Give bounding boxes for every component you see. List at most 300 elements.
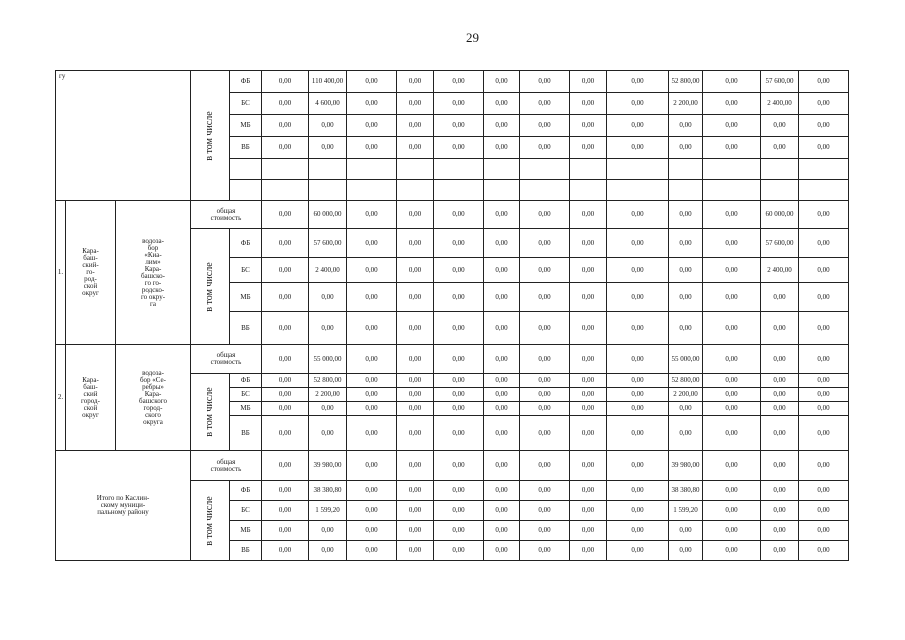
empty-cell <box>703 159 761 180</box>
value-cell: 0,00 <box>484 229 520 258</box>
total-cost-label <box>191 451 262 481</box>
total-cost-label <box>191 345 262 374</box>
value-cell: 0,00 <box>607 283 669 312</box>
value-cell: 0,00 <box>761 402 799 416</box>
value-cell: 0,00 <box>669 229 703 258</box>
table-row <box>56 451 849 481</box>
value-cell: 0,00 <box>520 93 570 115</box>
value-cell: 0,00 <box>484 115 520 137</box>
empty-cell <box>434 159 484 180</box>
value-cell: 0,00 <box>520 201 570 229</box>
value-cell: 0,00 <box>309 521 347 541</box>
value-cell: 1 599,20 <box>309 501 347 521</box>
value-cell: 0,00 <box>520 402 570 416</box>
value-cell: 57 600,00 <box>761 229 799 258</box>
value-cell: 0,00 <box>669 521 703 541</box>
value-cell: 0,00 <box>484 201 520 229</box>
value-cell: 0,00 <box>570 283 607 312</box>
value-cell: 0,00 <box>570 93 607 115</box>
value-cell: 0,00 <box>607 258 669 283</box>
funding-type: БС <box>230 93 262 115</box>
value-cell: 0,00 <box>520 388 570 402</box>
value-cell: 0,00 <box>434 501 484 521</box>
object-line: бор <box>147 243 159 252</box>
value-cell: 0,00 <box>703 115 761 137</box>
value-cell: 0,00 <box>484 501 520 521</box>
value-cell: 0,00 <box>484 258 520 283</box>
empty-cell <box>397 159 434 180</box>
value-cell: 0,00 <box>397 501 434 521</box>
value-cell: 0,00 <box>347 137 397 159</box>
value-cell: 0,00 <box>397 451 434 481</box>
value-cell: 0,00 <box>347 374 397 388</box>
value-cell: 0,00 <box>520 229 570 258</box>
empty-cell <box>347 159 397 180</box>
value-cell: 0,00 <box>347 345 397 374</box>
value-cell: 0,00 <box>703 312 761 345</box>
value-cell: 0,00 <box>799 402 849 416</box>
funding-type: ВБ <box>230 416 262 451</box>
district-line: ский- <box>82 261 99 269</box>
value-cell: 0,00 <box>607 93 669 115</box>
value-cell: 0,00 <box>761 374 799 388</box>
value-cell: 0,00 <box>262 451 309 481</box>
value-cell: 0,00 <box>262 258 309 283</box>
value-cell: 0,00 <box>484 137 520 159</box>
value-cell: 38 380,80 <box>309 481 347 501</box>
value-cell: 0,00 <box>761 541 799 561</box>
page-number: 29 <box>466 30 479 45</box>
value-cell: 0,00 <box>397 481 434 501</box>
value-cell: 0,00 <box>262 416 309 451</box>
value-cell: 0,00 <box>520 521 570 541</box>
value-cell: 0,00 <box>434 71 484 93</box>
value-cell: 0,00 <box>434 374 484 388</box>
row-number: 1. <box>56 201 66 345</box>
value-cell: 55 000,00 <box>309 345 347 374</box>
total-cost-line: стоимость <box>210 464 242 473</box>
value-cell: 0,00 <box>434 93 484 115</box>
value-cell: 0,00 <box>570 201 607 229</box>
value-cell: 2 200,00 <box>669 93 703 115</box>
funding-type: БС <box>230 388 262 402</box>
value-cell: 0,00 <box>761 137 799 159</box>
value-cell: 0,00 <box>761 501 799 521</box>
value-cell: 0,00 <box>607 501 669 521</box>
object-line: родско- <box>141 285 165 294</box>
value-cell: 0,00 <box>434 541 484 561</box>
value-cell: 0,00 <box>397 115 434 137</box>
budget-table <box>55 70 849 561</box>
value-cell: 0,00 <box>262 71 309 93</box>
funding-type: ФБ <box>230 374 262 388</box>
value-cell: 0,00 <box>761 451 799 481</box>
value-cell: 57 600,00 <box>761 71 799 93</box>
value-cell: 0,00 <box>434 481 484 501</box>
object-line: водоза- <box>142 236 164 245</box>
value-cell: 0,00 <box>347 521 397 541</box>
municipal-total-line: пальному району <box>97 508 149 516</box>
value-cell: 0,00 <box>309 416 347 451</box>
object-line: Кара- <box>144 389 162 398</box>
value-cell: 0,00 <box>520 374 570 388</box>
table-row <box>56 345 849 374</box>
object-line: го го- <box>144 278 162 287</box>
district-name <box>66 201 116 345</box>
value-cell: 0,00 <box>799 71 849 93</box>
value-cell: 0,00 <box>262 201 309 229</box>
value-cell: 0,00 <box>397 521 434 541</box>
in-total-cell <box>191 481 230 561</box>
value-cell: 0,00 <box>607 481 669 501</box>
value-cell: 0,00 <box>761 312 799 345</box>
value-cell: 0,00 <box>669 137 703 159</box>
object-line: «Киа- <box>144 250 162 259</box>
value-cell: 0,00 <box>607 229 669 258</box>
value-cell: 0,00 <box>520 501 570 521</box>
value-cell: 0,00 <box>607 345 669 374</box>
value-cell: 0,00 <box>262 137 309 159</box>
value-cell: 0,00 <box>434 283 484 312</box>
value-cell: 0,00 <box>262 541 309 561</box>
empty-cell <box>484 180 520 201</box>
municipal-total-label <box>56 451 191 561</box>
value-cell: 0,00 <box>397 416 434 451</box>
empty-cell <box>761 180 799 201</box>
value-cell: 0,00 <box>703 374 761 388</box>
empty-cell <box>520 180 570 201</box>
empty-cell <box>669 159 703 180</box>
value-cell: 0,00 <box>799 137 849 159</box>
value-cell: 0,00 <box>761 388 799 402</box>
value-cell: 0,00 <box>703 402 761 416</box>
value-cell: 60 000,00 <box>309 201 347 229</box>
empty-cell <box>347 180 397 201</box>
value-cell: 0,00 <box>703 481 761 501</box>
value-cell: 0,00 <box>347 71 397 93</box>
value-cell: 0,00 <box>799 541 849 561</box>
total-cost-label <box>191 201 262 229</box>
value-cell: 60 000,00 <box>761 201 799 229</box>
value-cell: 0,00 <box>799 345 849 374</box>
value-cell: 0,00 <box>703 229 761 258</box>
empty-cell <box>262 159 309 180</box>
value-cell: 0,00 <box>347 501 397 521</box>
district-name <box>66 345 116 451</box>
total-cost-line: общая <box>216 206 236 215</box>
empty-cell <box>703 180 761 201</box>
value-cell: 0,00 <box>520 258 570 283</box>
value-cell: 0,00 <box>347 416 397 451</box>
value-cell: 0,00 <box>434 521 484 541</box>
value-cell: 0,00 <box>397 402 434 416</box>
value-cell: 0,00 <box>397 541 434 561</box>
value-cell: 0,00 <box>669 283 703 312</box>
value-cell: 0,00 <box>520 481 570 501</box>
value-cell: 39 980,00 <box>669 451 703 481</box>
value-cell: 0,00 <box>347 481 397 501</box>
value-cell: 0,00 <box>262 481 309 501</box>
value-cell: 0,00 <box>799 283 849 312</box>
value-cell: 0,00 <box>669 115 703 137</box>
district-line: город- <box>81 396 100 405</box>
value-cell: 0,00 <box>799 451 849 481</box>
total-cost-line: стоимость <box>210 213 242 222</box>
value-cell: 0,00 <box>484 481 520 501</box>
value-cell: 0,00 <box>799 312 849 345</box>
value-cell: 0,00 <box>761 283 799 312</box>
value-cell: 0,00 <box>761 345 799 374</box>
value-cell: 0,00 <box>607 201 669 229</box>
value-cell: 0,00 <box>703 345 761 374</box>
funding-type: ФБ <box>230 71 262 93</box>
empty-cell <box>484 159 520 180</box>
value-cell: 38 380,80 <box>669 481 703 501</box>
value-cell: 0,00 <box>703 521 761 541</box>
table-row <box>56 201 849 229</box>
value-cell: 0,00 <box>397 374 434 388</box>
value-cell: 0,00 <box>703 283 761 312</box>
empty-cell <box>607 159 669 180</box>
value-cell: 0,00 <box>484 283 520 312</box>
value-cell: 0,00 <box>799 258 849 283</box>
value-cell: 0,00 <box>761 521 799 541</box>
value-cell: 0,00 <box>347 402 397 416</box>
value-cell: 0,00 <box>347 258 397 283</box>
value-cell: 0,00 <box>434 402 484 416</box>
value-cell: 0,00 <box>484 345 520 374</box>
value-cell: 0,00 <box>434 229 484 258</box>
funding-type: ВБ <box>230 541 262 561</box>
value-cell: 0,00 <box>347 388 397 402</box>
value-cell: 0,00 <box>309 283 347 312</box>
value-cell: 0,00 <box>799 481 849 501</box>
value-cell: 0,00 <box>799 388 849 402</box>
value-cell: 0,00 <box>262 229 309 258</box>
value-cell: 0,00 <box>397 283 434 312</box>
value-cell: 0,00 <box>570 115 607 137</box>
value-cell: 0,00 <box>397 137 434 159</box>
object-line: лим» <box>145 257 161 266</box>
funding-type: МБ <box>230 115 262 137</box>
value-cell: 0,00 <box>799 521 849 541</box>
district-line: го- <box>86 268 95 276</box>
funding-type: МБ <box>230 521 262 541</box>
district-line: баш- <box>83 254 98 262</box>
value-cell: 0,00 <box>434 388 484 402</box>
value-cell: 0,00 <box>262 402 309 416</box>
value-cell: 0,00 <box>520 283 570 312</box>
value-cell: 57 600,00 <box>309 229 347 258</box>
section-label-gu: гу <box>56 71 191 201</box>
value-cell: 0,00 <box>347 451 397 481</box>
in-total-cell <box>191 71 230 201</box>
value-cell: 0,00 <box>570 312 607 345</box>
value-cell: 0,00 <box>520 541 570 561</box>
object-line: город- <box>143 403 163 412</box>
value-cell: 0,00 <box>703 451 761 481</box>
value-cell: 55 000,00 <box>669 345 703 374</box>
value-cell: 52 800,00 <box>309 374 347 388</box>
value-cell: 0,00 <box>761 416 799 451</box>
district-line: округ <box>82 410 99 419</box>
value-cell: 0,00 <box>607 388 669 402</box>
value-cell: 0,00 <box>703 258 761 283</box>
district-line: ской <box>83 282 98 290</box>
object-line: башского <box>139 396 167 405</box>
value-cell: 0,00 <box>397 258 434 283</box>
value-cell: 0,00 <box>570 374 607 388</box>
value-cell: 2 200,00 <box>309 388 347 402</box>
value-cell: 0,00 <box>520 71 570 93</box>
value-cell: 0,00 <box>434 345 484 374</box>
value-cell: 0,00 <box>520 312 570 345</box>
value-cell: 0,00 <box>570 71 607 93</box>
value-cell: 0,00 <box>262 345 309 374</box>
value-cell: 2 400,00 <box>761 93 799 115</box>
district-line: округ <box>82 289 99 297</box>
value-cell: 0,00 <box>607 71 669 93</box>
empty-cell <box>799 159 849 180</box>
in-total-label: в том числе <box>204 110 215 161</box>
value-cell: 0,00 <box>434 137 484 159</box>
value-cell: 0,00 <box>570 541 607 561</box>
value-cell: 0,00 <box>347 283 397 312</box>
value-cell: 0,00 <box>309 541 347 561</box>
value-cell: 0,00 <box>570 258 607 283</box>
value-cell: 4 600,00 <box>309 93 347 115</box>
value-cell: 0,00 <box>669 201 703 229</box>
empty-cell <box>262 180 309 201</box>
empty-cell <box>520 159 570 180</box>
value-cell: 0,00 <box>397 229 434 258</box>
funding-type: ВБ <box>230 137 262 159</box>
value-cell: 0,00 <box>397 312 434 345</box>
funding-type: БС <box>230 258 262 283</box>
in-total-label: в том числе <box>204 261 215 312</box>
value-cell: 0,00 <box>262 115 309 137</box>
value-cell: 0,00 <box>669 541 703 561</box>
value-cell: 0,00 <box>570 345 607 374</box>
value-cell: 0,00 <box>309 402 347 416</box>
value-cell: 0,00 <box>570 481 607 501</box>
value-cell: 0,00 <box>799 374 849 388</box>
value-cell: 0,00 <box>703 71 761 93</box>
value-cell: 0,00 <box>607 312 669 345</box>
total-cost-line: стоимость <box>210 358 242 366</box>
object-line: Кара- <box>144 264 162 273</box>
table-row <box>56 71 849 93</box>
empty-cell <box>669 180 703 201</box>
value-cell: 0,00 <box>484 374 520 388</box>
object-name <box>116 345 191 451</box>
row-number: 2. <box>56 345 66 451</box>
value-cell: 0,00 <box>703 541 761 561</box>
value-cell: 0,00 <box>570 137 607 159</box>
value-cell: 0,00 <box>262 388 309 402</box>
value-cell: 2 400,00 <box>309 258 347 283</box>
total-cost-line: общая <box>216 457 236 466</box>
value-cell: 0,00 <box>484 388 520 402</box>
value-cell: 0,00 <box>484 521 520 541</box>
funding-type: ФБ <box>230 481 262 501</box>
value-cell: 0,00 <box>484 71 520 93</box>
value-cell: 0,00 <box>397 93 434 115</box>
object-line: го окру- <box>140 292 166 301</box>
value-cell: 0,00 <box>607 137 669 159</box>
municipal-total-line: Итого по Каслин- <box>96 494 150 502</box>
value-cell: 0,00 <box>434 258 484 283</box>
value-cell: 0,00 <box>434 416 484 451</box>
empty-cell <box>570 159 607 180</box>
value-cell: 0,00 <box>397 201 434 229</box>
value-cell: 0,00 <box>570 416 607 451</box>
value-cell: 0,00 <box>607 521 669 541</box>
value-cell: 0,00 <box>309 137 347 159</box>
value-cell: 0,00 <box>570 451 607 481</box>
value-cell: 0,00 <box>703 388 761 402</box>
value-cell: 0,00 <box>484 541 520 561</box>
value-cell: 0,00 <box>434 451 484 481</box>
value-cell: 0,00 <box>434 115 484 137</box>
value-cell: 0,00 <box>397 345 434 374</box>
value-cell: 0,00 <box>262 521 309 541</box>
value-cell: 52 800,00 <box>669 374 703 388</box>
value-cell: 0,00 <box>570 521 607 541</box>
municipal-total-line: скому муници- <box>100 501 146 509</box>
value-cell: 0,00 <box>703 416 761 451</box>
value-cell: 0,00 <box>669 258 703 283</box>
object-name <box>116 201 191 345</box>
value-cell: 0,00 <box>607 451 669 481</box>
in-total-cell <box>191 374 230 451</box>
value-cell: 0,00 <box>484 402 520 416</box>
object-line: га <box>150 299 156 308</box>
empty-cell <box>230 180 262 201</box>
value-cell: 0,00 <box>520 416 570 451</box>
district-line: род- <box>84 275 97 283</box>
district-line: Кара- <box>82 375 99 384</box>
funding-type: ФБ <box>230 229 262 258</box>
value-cell: 0,00 <box>607 402 669 416</box>
empty-cell <box>761 159 799 180</box>
value-cell: 0,00 <box>484 451 520 481</box>
value-cell: 0,00 <box>703 501 761 521</box>
value-cell: 0,00 <box>669 402 703 416</box>
value-cell: 0,00 <box>262 501 309 521</box>
value-cell: 0,00 <box>347 541 397 561</box>
funding-type: ВБ <box>230 312 262 345</box>
value-cell: 0,00 <box>397 388 434 402</box>
district-line: ской <box>83 403 98 412</box>
value-cell: 0,00 <box>607 374 669 388</box>
value-cell: 0,00 <box>761 115 799 137</box>
value-cell: 0,00 <box>309 312 347 345</box>
value-cell: 2 200,00 <box>669 388 703 402</box>
funding-type: МБ <box>230 402 262 416</box>
value-cell: 0,00 <box>347 201 397 229</box>
value-cell: 0,00 <box>570 501 607 521</box>
value-cell: 0,00 <box>520 451 570 481</box>
empty-cell <box>434 180 484 201</box>
in-total-cell <box>191 229 230 345</box>
object-line: ребры» <box>142 382 164 391</box>
value-cell: 0,00 <box>799 501 849 521</box>
value-cell: 0,00 <box>669 416 703 451</box>
empty-cell <box>799 180 849 201</box>
empty-cell <box>230 159 262 180</box>
object-line: ского <box>145 410 161 419</box>
